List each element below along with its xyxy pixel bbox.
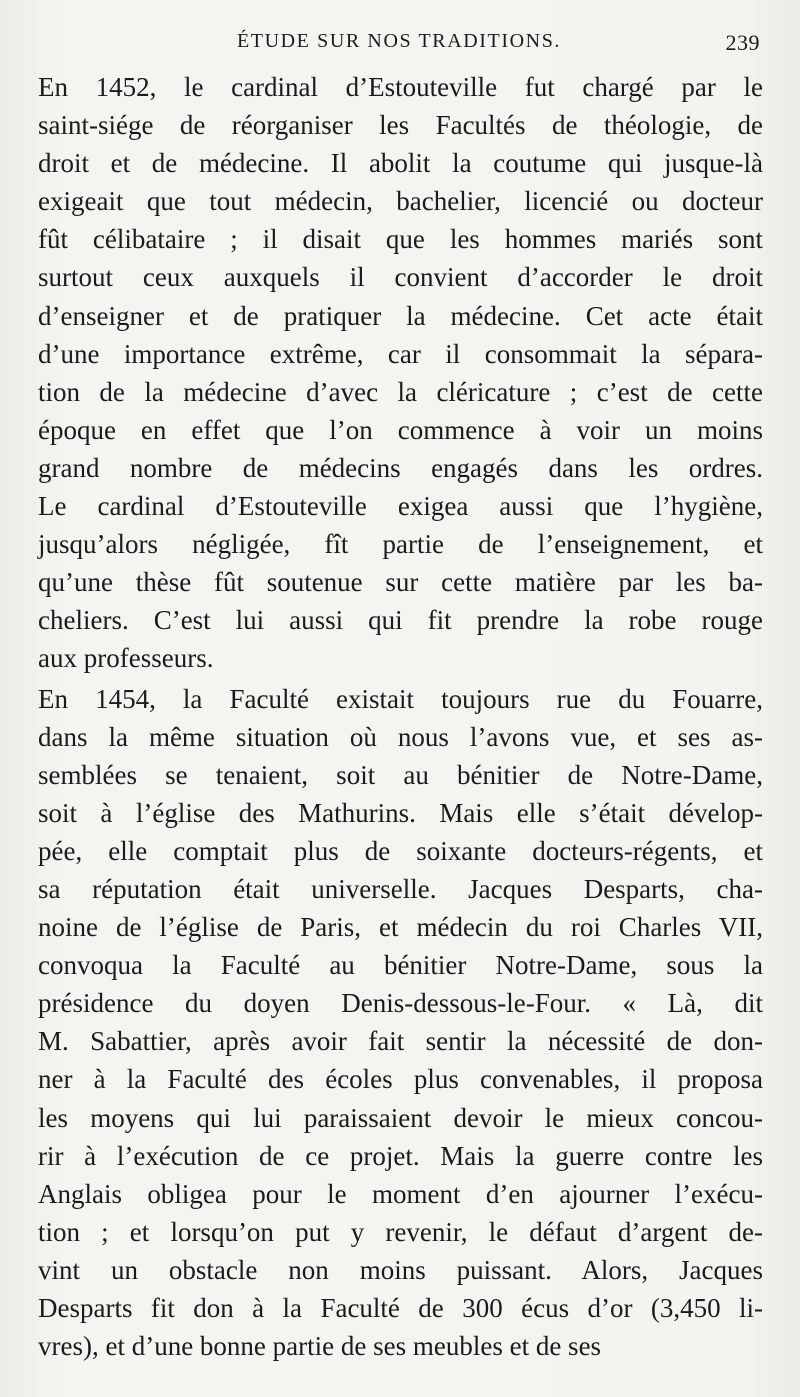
text-line: qu’une thèse fût soutenue sur cette matière par les ba- xyxy=(38,567,763,598)
text-line: En 1452, le cardinal d’Estouteville fut chargé par le xyxy=(38,72,763,102)
text-line: vint un obstacle non moins puissant. Alors, Jacques xyxy=(38,1254,763,1285)
body-text xyxy=(38,68,763,1365)
text-line: droit et de médecine. Il abolit la coutume qui jusque-là xyxy=(38,148,763,179)
text-line: d’enseigner et de pratiquer la médecine. Cet acte était xyxy=(38,300,763,331)
text-line: M. Sabattier, après avoir fait sentir la nécessité de don- xyxy=(38,1026,763,1057)
running-header xyxy=(38,30,760,60)
text-line: En 1454, la Faculté existait toujours rue du Fouarre, xyxy=(38,683,763,714)
text-line: fût célibataire ; il disait que les hommes mariés sont xyxy=(38,224,763,255)
text-line: tion ; et lorsqu’on put y revenir, le défaut d’argent de- xyxy=(38,1216,763,1247)
text-line: pée, elle comptait plus de soixante docteurs-régents, et xyxy=(38,835,763,866)
text-line: cheliers. C’est lui aussi qui fit prendre la robe rouge xyxy=(38,605,763,636)
paragraph xyxy=(38,680,763,1366)
text-line: d’une importance extrême, car il consommait la sépara- xyxy=(38,338,763,369)
text-line: grand nombre de médecins engagés dans les ordres. xyxy=(38,452,763,483)
text-line: noine de l’église de Paris, et médecin du roi Charles VII, xyxy=(38,912,763,943)
text-line: les moyens qui lui paraissaient devoir le mieux concou- xyxy=(38,1102,763,1133)
page-number: 239 xyxy=(725,30,760,55)
text-line: sa réputation était universelle. Jacques Desparts, cha- xyxy=(38,873,763,904)
text-line: aux professeurs. xyxy=(38,643,214,674)
text-line: surtout ceux auxquels il convient d’accorder le droit xyxy=(38,262,763,293)
text-line: convoqua la Faculté au bénitier Notre-Dame, sous la xyxy=(38,950,763,981)
text-line: dans la même situation où nous l’avons vue, et ses as- xyxy=(38,721,763,752)
paragraph xyxy=(38,68,763,678)
text-line: Desparts fit don à la Faculté de 300 écus d’or (3,450 li- xyxy=(38,1293,763,1323)
text-line: vres), et d’une bonne partie de ses meubles et de ses xyxy=(38,1331,602,1362)
text-line: présidence du doyen Denis-dessous-le-Four. « Là, dit xyxy=(38,988,763,1019)
text-line: exigeait que tout médecin, bachelier, licencié ou docteur xyxy=(38,186,763,217)
text-line: jusqu’alors négligée, fît partie de l’enseignement, et xyxy=(38,529,763,560)
text-line: Anglais obligea pour le moment d’en ajourner l’exécu- xyxy=(38,1178,763,1209)
text-line: rir à l’exécution de ce projet. Mais la guerre contre les xyxy=(38,1140,763,1171)
text-line: soit à l’église des Mathurins. Mais elle s’était dévelop- xyxy=(38,797,763,828)
running-title: ÉTUDE SUR NOS TRADITIONS. xyxy=(236,30,562,52)
text-line: ner à la Faculté des écoles plus convenables, il proposa xyxy=(38,1064,763,1095)
text-line: saint-siége de réorganiser les Facultés de théologie, de xyxy=(38,110,763,141)
text-line: époque en effet que l’on commence à voir un moins xyxy=(38,414,763,445)
text-line: Le cardinal d’Estouteville exigea aussi que l’hygiène, xyxy=(38,491,763,522)
text-line: semblées se tenaient, soit au bénitier de Notre-Dame, xyxy=(38,759,763,790)
text-line: tion de la médecine d’avec la cléricature ; c’est de cette xyxy=(38,376,763,407)
